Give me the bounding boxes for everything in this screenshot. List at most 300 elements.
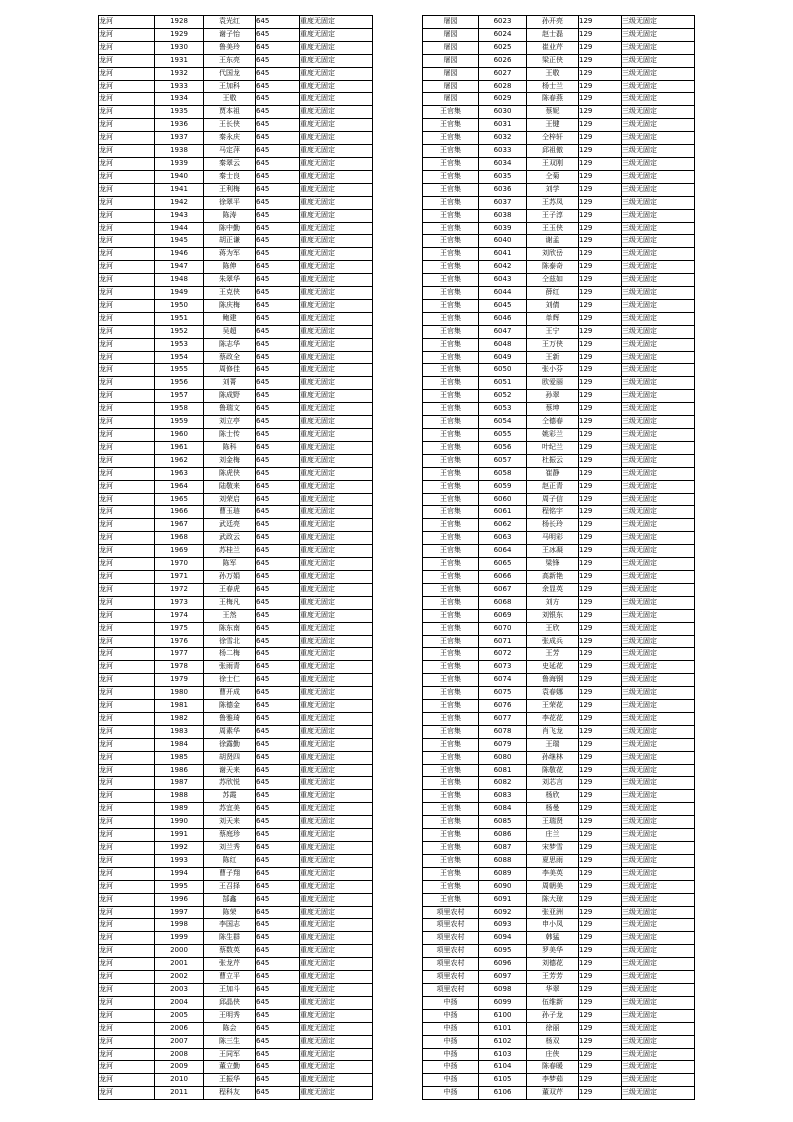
cell-area-code: 645 [256, 816, 300, 829]
cell-area-code: 645 [256, 906, 300, 919]
cell-place: 项里农村 [423, 919, 479, 932]
cell-category: 重度无固定 [300, 725, 373, 738]
cell-category: 重度无固定 [300, 687, 373, 700]
cell-area-code: 645 [256, 764, 300, 777]
cell-area-code: 129 [579, 570, 622, 583]
table-row [423, 390, 695, 403]
cell-place: 王官集 [423, 325, 479, 338]
cell-name: 董双芹 [527, 1087, 579, 1100]
cell-place: 龙河 [99, 145, 155, 158]
cell-place: 龙河 [99, 519, 155, 532]
cell-name: 刘荣启 [204, 493, 256, 506]
cell-category: 三级无固定 [622, 480, 695, 493]
table-row [99, 790, 373, 803]
cell-category: 重度无固定 [300, 93, 373, 106]
table-row [423, 532, 695, 545]
cell-place: 王官集 [423, 377, 479, 390]
cell-name: 曹玉琏 [204, 506, 256, 519]
cell-number: 6043 [479, 274, 527, 287]
cell-area-code: 129 [579, 351, 622, 364]
cell-name: 蔡政全 [204, 351, 256, 364]
cell-category: 三级无固定 [622, 429, 695, 442]
table-row [423, 790, 695, 803]
cell-name: 杨长玲 [527, 519, 579, 532]
cell-place: 龙河 [99, 958, 155, 971]
cell-number: 2010 [155, 1074, 204, 1087]
cell-place: 龙河 [99, 983, 155, 996]
table-row [423, 700, 695, 713]
cell-category: 三级无固定 [622, 751, 695, 764]
cell-category: 三级无固定 [622, 1009, 695, 1022]
cell-place: 王官集 [423, 261, 479, 274]
cell-area-code: 645 [256, 532, 300, 545]
cell-category: 重度无固定 [300, 145, 373, 158]
cell-area-code: 645 [256, 803, 300, 816]
cell-area-code: 129 [579, 377, 622, 390]
cell-name: 庄侠 [527, 1048, 579, 1061]
cell-area-code: 645 [256, 299, 300, 312]
cell-number: 1947 [155, 261, 204, 274]
cell-name: 王召择 [204, 880, 256, 893]
cell-number: 6058 [479, 467, 527, 480]
cell-place: 王官集 [423, 519, 479, 532]
cell-name: 欧爱丽 [527, 377, 579, 390]
table-row [99, 519, 373, 532]
cell-category: 三级无固定 [622, 1048, 695, 1061]
cell-number: 6032 [479, 132, 527, 145]
cell-place: 龙河 [99, 480, 155, 493]
cell-area-code: 129 [579, 661, 622, 674]
cell-category: 三级无固定 [622, 274, 695, 287]
cell-area-code: 645 [256, 738, 300, 751]
cell-place: 屠园 [423, 16, 479, 29]
table-row [423, 506, 695, 519]
cell-number: 6101 [479, 1022, 527, 1035]
cell-category: 三级无固定 [622, 622, 695, 635]
cell-category: 重度无固定 [300, 506, 373, 519]
cell-area-code: 129 [579, 467, 622, 480]
cell-area-code: 645 [256, 287, 300, 300]
cell-name: 刘芯言 [527, 777, 579, 790]
cell-category: 重度无固定 [300, 622, 373, 635]
table-row [423, 777, 695, 790]
cell-category: 重度无固定 [300, 545, 373, 558]
table-row [423, 222, 695, 235]
table-row [99, 106, 373, 119]
cell-name: 王键 [527, 119, 579, 132]
cell-place: 王官集 [423, 570, 479, 583]
cell-name: 周子信 [527, 493, 579, 506]
cell-area-code: 645 [256, 480, 300, 493]
cell-number: 6028 [479, 80, 527, 93]
table-row [99, 235, 373, 248]
table-row [423, 687, 695, 700]
table-row [99, 157, 373, 170]
cell-place: 龙河 [99, 635, 155, 648]
cell-name: 王加斗 [204, 983, 256, 996]
right-table [422, 15, 695, 1100]
table-row [423, 1087, 695, 1100]
table-row [99, 429, 373, 442]
cell-place: 龙河 [99, 351, 155, 364]
cell-number: 2005 [155, 1009, 204, 1022]
cell-category: 三级无固定 [622, 157, 695, 170]
cell-area-code: 129 [579, 674, 622, 687]
cell-category: 三级无固定 [622, 674, 695, 687]
cell-name: 徐丽 [527, 1022, 579, 1035]
table-row [423, 751, 695, 764]
cell-place: 王官集 [423, 119, 479, 132]
cell-number: 1929 [155, 28, 204, 41]
cell-area-code: 129 [579, 209, 622, 222]
cell-area-code: 645 [256, 170, 300, 183]
cell-area-code: 129 [579, 325, 622, 338]
table-row [99, 777, 373, 790]
cell-name: 袁光红 [204, 16, 256, 29]
cell-number: 1980 [155, 687, 204, 700]
cell-name: 蔡坤 [527, 403, 579, 416]
table-row [423, 661, 695, 674]
cell-number: 1940 [155, 170, 204, 183]
cell-category: 三级无固定 [622, 235, 695, 248]
table-row [99, 583, 373, 596]
cell-category: 三级无固定 [622, 661, 695, 674]
cell-area-code: 645 [256, 93, 300, 106]
cell-number: 1959 [155, 416, 204, 429]
table-row [423, 183, 695, 196]
cell-category: 三级无固定 [622, 945, 695, 958]
cell-place: 王官集 [423, 829, 479, 842]
cell-number: 1958 [155, 403, 204, 416]
cell-area-code: 129 [579, 441, 622, 454]
cell-number: 6070 [479, 622, 527, 635]
table-row [99, 287, 373, 300]
cell-place: 王官集 [423, 764, 479, 777]
cell-name: 陈士传 [204, 429, 256, 442]
cell-number: 6099 [479, 996, 527, 1009]
cell-number: 6027 [479, 67, 527, 80]
table-row [423, 945, 695, 958]
cell-category: 三级无固定 [622, 906, 695, 919]
cell-area-code: 645 [256, 558, 300, 571]
cell-category: 三级无固定 [622, 842, 695, 855]
table-row [423, 106, 695, 119]
cell-area-code: 645 [256, 1074, 300, 1087]
cell-number: 1993 [155, 854, 204, 867]
table-row [423, 377, 695, 390]
cell-name: 华翠 [527, 983, 579, 996]
cell-area-code: 645 [256, 351, 300, 364]
cell-category: 重度无固定 [300, 1035, 373, 1048]
table-row [423, 1022, 695, 1035]
cell-area-code: 645 [256, 712, 300, 725]
cell-name: 蔡妮 [527, 106, 579, 119]
cell-number: 6061 [479, 506, 527, 519]
cell-category: 重度无固定 [300, 893, 373, 906]
cell-area-code: 129 [579, 157, 622, 170]
cell-name: 薛红 [527, 287, 579, 300]
table-row [423, 635, 695, 648]
table-row [99, 945, 373, 958]
cell-category: 重度无固定 [300, 80, 373, 93]
cell-area-code: 645 [256, 106, 300, 119]
cell-number: 6064 [479, 545, 527, 558]
cell-category: 三级无固定 [622, 1061, 695, 1074]
cell-category: 重度无固定 [300, 196, 373, 209]
cell-category: 重度无固定 [300, 106, 373, 119]
cell-name: 李花花 [527, 712, 579, 725]
cell-area-code: 645 [256, 67, 300, 80]
cell-name: 吴超 [204, 325, 256, 338]
cell-category: 重度无固定 [300, 700, 373, 713]
cell-area-code: 129 [579, 132, 622, 145]
table-row [99, 1009, 373, 1022]
cell-name: 程科友 [204, 1087, 256, 1100]
cell-area-code: 129 [579, 880, 622, 893]
cell-place: 王官集 [423, 738, 479, 751]
cell-name: 张亚洲 [527, 906, 579, 919]
cell-place: 王官集 [423, 454, 479, 467]
cell-category: 三级无固定 [622, 467, 695, 480]
cell-category: 重度无固定 [300, 235, 373, 248]
cell-area-code: 129 [579, 429, 622, 442]
table-row [423, 725, 695, 738]
cell-area-code: 129 [579, 299, 622, 312]
cell-number: 6045 [479, 299, 527, 312]
table-row [99, 493, 373, 506]
cell-category: 重度无固定 [300, 28, 373, 41]
table-row [99, 274, 373, 287]
cell-place: 龙河 [99, 390, 155, 403]
cell-number: 6105 [479, 1074, 527, 1087]
cell-name: 谢孟 [527, 235, 579, 248]
cell-place: 龙河 [99, 377, 155, 390]
table-row [423, 712, 695, 725]
cell-place: 王官集 [423, 312, 479, 325]
cell-category: 重度无固定 [300, 325, 373, 338]
cell-area-code: 129 [579, 1074, 622, 1087]
table-row [423, 454, 695, 467]
cell-area-code: 645 [256, 751, 300, 764]
cell-number: 6044 [479, 287, 527, 300]
cell-place: 中扬 [423, 1022, 479, 1035]
cell-number: 6050 [479, 364, 527, 377]
cell-area-code: 645 [256, 429, 300, 442]
cell-name: 姚彩兰 [527, 429, 579, 442]
cell-place: 龙河 [99, 687, 155, 700]
cell-place: 龙河 [99, 196, 155, 209]
table-row [99, 338, 373, 351]
table-row [99, 725, 373, 738]
table-row [423, 1009, 695, 1022]
table-row [99, 687, 373, 700]
cell-number: 1990 [155, 816, 204, 829]
table-row [423, 16, 695, 29]
cell-number: 6082 [479, 777, 527, 790]
cell-category: 重度无固定 [300, 583, 373, 596]
cell-category: 三级无固定 [622, 932, 695, 945]
cell-category: 三级无固定 [622, 648, 695, 661]
cell-area-code: 129 [579, 416, 622, 429]
cell-name: 周朝美 [527, 880, 579, 893]
cell-name: 申小凤 [527, 919, 579, 932]
cell-area-code: 129 [579, 28, 622, 41]
cell-name: 刘欣岳 [527, 248, 579, 261]
table-row [423, 429, 695, 442]
cell-name: 杜振云 [527, 454, 579, 467]
table-row [423, 996, 695, 1009]
cell-name: 王新 [527, 351, 579, 364]
cell-area-code: 129 [579, 390, 622, 403]
cell-area-code: 645 [256, 183, 300, 196]
cell-category: 重度无固定 [300, 416, 373, 429]
cell-number: 6106 [479, 1087, 527, 1100]
cell-category: 重度无固定 [300, 996, 373, 1009]
cell-name: 刘德花 [527, 958, 579, 971]
cell-place: 龙河 [99, 648, 155, 661]
table-row [423, 325, 695, 338]
cell-place: 中扬 [423, 1048, 479, 1061]
table-row [99, 880, 373, 893]
table-row [423, 54, 695, 67]
cell-number: 2008 [155, 1048, 204, 1061]
cell-category: 三级无固定 [622, 700, 695, 713]
cell-name: 秦翠云 [204, 157, 256, 170]
table-row [99, 390, 373, 403]
cell-place: 项里农村 [423, 932, 479, 945]
cell-area-code: 129 [579, 596, 622, 609]
cell-number: 2002 [155, 971, 204, 984]
cell-area-code: 129 [579, 532, 622, 545]
cell-name: 王苏凤 [527, 196, 579, 209]
cell-place: 龙河 [99, 493, 155, 506]
cell-place: 王官集 [423, 777, 479, 790]
cell-number: 1932 [155, 67, 204, 80]
cell-area-code: 129 [579, 609, 622, 622]
table-row [423, 622, 695, 635]
cell-place: 王官集 [423, 842, 479, 855]
cell-place: 屠园 [423, 93, 479, 106]
cell-category: 重度无固定 [300, 958, 373, 971]
cell-name: 蔡庭珍 [204, 829, 256, 842]
cell-name: 苏宜美 [204, 803, 256, 816]
cell-category: 三级无固定 [622, 67, 695, 80]
cell-category: 三级无固定 [622, 1035, 695, 1048]
cell-place: 王官集 [423, 157, 479, 170]
cell-category: 重度无固定 [300, 248, 373, 261]
cell-name: 武政云 [204, 532, 256, 545]
cell-area-code: 645 [256, 325, 300, 338]
cell-number: 1961 [155, 441, 204, 454]
cell-place: 龙河 [99, 725, 155, 738]
cell-number: 6056 [479, 441, 527, 454]
cell-category: 重度无固定 [300, 299, 373, 312]
cell-category: 重度无固定 [300, 287, 373, 300]
cell-number: 6057 [479, 454, 527, 467]
cell-name: 仝兹如 [527, 274, 579, 287]
cell-name: 王芳芳 [527, 971, 579, 984]
cell-category: 三级无固定 [622, 609, 695, 622]
table-row [99, 893, 373, 906]
cell-name: 陈军 [204, 558, 256, 571]
table-row [423, 519, 695, 532]
cell-category: 重度无固定 [300, 157, 373, 170]
cell-number: 6072 [479, 648, 527, 661]
cell-place: 龙河 [99, 532, 155, 545]
table-row [423, 545, 695, 558]
cell-area-code: 129 [579, 725, 622, 738]
cell-area-code: 129 [579, 803, 622, 816]
cell-number: 6077 [479, 712, 527, 725]
cell-category: 重度无固定 [300, 764, 373, 777]
cell-number: 1955 [155, 364, 204, 377]
cell-number: 1938 [155, 145, 204, 158]
table-row [423, 1048, 695, 1061]
cell-name: 崔业芹 [527, 41, 579, 54]
cell-name: 陈荣 [204, 906, 256, 919]
table-row [423, 1061, 695, 1074]
table-row [99, 54, 373, 67]
cell-place: 龙河 [99, 467, 155, 480]
cell-number: 6080 [479, 751, 527, 764]
cell-area-code: 129 [579, 906, 622, 919]
table-row [99, 738, 373, 751]
cell-category: 重度无固定 [300, 312, 373, 325]
cell-name: 肖飞龙 [527, 725, 579, 738]
cell-name: 仝梓轩 [527, 132, 579, 145]
cell-category: 三级无固定 [622, 132, 695, 145]
cell-place: 龙河 [99, 364, 155, 377]
cell-area-code: 129 [579, 816, 622, 829]
cell-number: 1983 [155, 725, 204, 738]
cell-area-code: 129 [579, 700, 622, 713]
cell-name: 陆敬来 [204, 480, 256, 493]
cell-category: 三级无固定 [622, 377, 695, 390]
cell-category: 重度无固定 [300, 222, 373, 235]
cell-name: 苏桂兰 [204, 545, 256, 558]
cell-number: 1986 [155, 764, 204, 777]
cell-place: 王官集 [423, 287, 479, 300]
cell-category: 三级无固定 [622, 570, 695, 583]
cell-area-code: 645 [256, 1022, 300, 1035]
cell-name: 陈生群 [204, 932, 256, 945]
cell-number: 1942 [155, 196, 204, 209]
cell-area-code: 645 [256, 570, 300, 583]
cell-number: 1960 [155, 429, 204, 442]
cell-number: 1954 [155, 351, 204, 364]
cell-number: 1949 [155, 287, 204, 300]
cell-place: 王官集 [423, 867, 479, 880]
cell-category: 重度无固定 [300, 596, 373, 609]
cell-name: 秦永庆 [204, 132, 256, 145]
cell-area-code: 645 [256, 545, 300, 558]
cell-category: 三级无固定 [622, 687, 695, 700]
cell-area-code: 645 [256, 1048, 300, 1061]
cell-name: 蒋为军 [204, 248, 256, 261]
cell-area-code: 645 [256, 196, 300, 209]
table-row [99, 364, 373, 377]
cell-number: 6097 [479, 971, 527, 984]
cell-place: 项里农村 [423, 945, 479, 958]
cell-name: 李梦茹 [527, 1074, 579, 1087]
cell-number: 1978 [155, 661, 204, 674]
cell-area-code: 645 [256, 467, 300, 480]
cell-name: 陈中勤 [204, 222, 256, 235]
table-row [423, 958, 695, 971]
cell-category: 三级无固定 [622, 545, 695, 558]
cell-name: 韩猛 [527, 932, 579, 945]
cell-area-code: 129 [579, 971, 622, 984]
